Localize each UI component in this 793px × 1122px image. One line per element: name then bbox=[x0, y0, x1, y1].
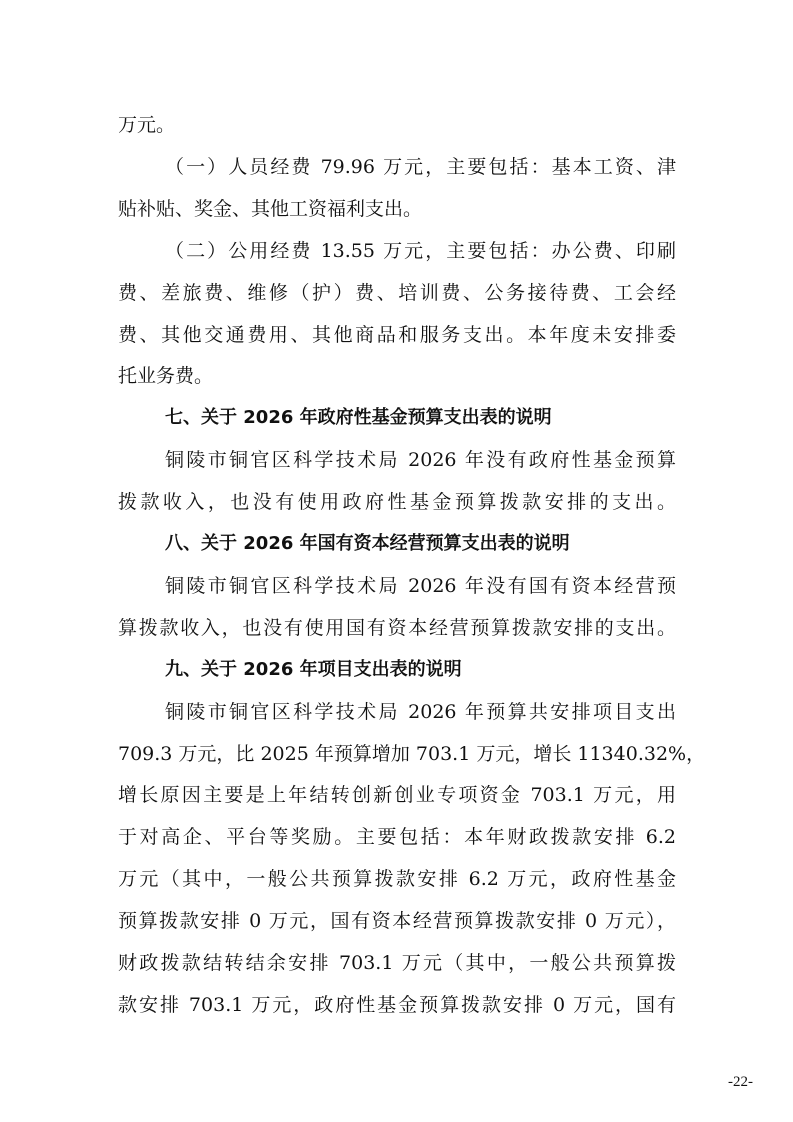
text-line: 709.3 万元，比 2025 年预算增加 703.1 万元，增长 11340.32%， bbox=[118, 742, 706, 765]
text-line: 财政拨款结转结余安排 703.1 万元（其中，一般公共预算拨 bbox=[118, 952, 676, 974]
text-line: 款安排 703.1 万元，政府性基金预算拨款安排 0 万元，国有 bbox=[118, 993, 676, 1016]
text-line: 贴补贴、奖金、其他工资福利支出。 bbox=[118, 197, 423, 220]
page-number: -22- bbox=[728, 1074, 753, 1090]
section-heading: 七、关于 2026 年政府性基金预算支出表的说明 bbox=[165, 407, 552, 429]
text-line: 拨款收入，也没有使用政府性基金预算拨款安排的支出。 bbox=[118, 491, 676, 514]
text-line: （一）人员经费 79.96 万元，主要包括：基本工资、津 bbox=[165, 155, 676, 178]
text-line: 算拨款收入，也没有使用国有资本经营预算拨款安排的支出。 bbox=[118, 616, 676, 639]
section-heading: 八、关于 2026 年国有资本经营预算支出表的说明 bbox=[165, 533, 570, 554]
text-line: 铜陵市铜官区科学技术局 2026 年没有政府性基金预算 bbox=[165, 449, 676, 472]
text-line: （二）公用经费 13.55 万元，主要包括：办公费、印刷 bbox=[165, 239, 676, 262]
text-line: 增长原因主要是上年结转创新创业专项资金 703.1 万元，用 bbox=[118, 784, 676, 807]
text-line: 托业务费。 bbox=[118, 365, 214, 388]
text-line: 预算拨款安排 0 万元，国有资本经营预算拨款安排 0 万元）， bbox=[118, 910, 676, 933]
text-line: 铜陵市铜官区科学技术局 2026 年没有国有资本经营预 bbox=[165, 574, 676, 597]
text-line: 万元（其中，一般公共预算拨款安排 6.2 万元，政府性基金 bbox=[118, 868, 676, 891]
text-line: 铜陵市铜官区科学技术局 2026 年预算共安排项目支出 bbox=[165, 700, 676, 723]
text-line: 于对高企、平台等奖励。主要包括：本年财政拨款安排 6.2 bbox=[118, 826, 676, 849]
text-line: 万元。 bbox=[118, 114, 176, 136]
section-heading: 九、关于 2026 年项目支出表的说明 bbox=[165, 658, 462, 680]
text-line: 费、其他交通费用、其他商品和服务支出。本年度未安排委 bbox=[118, 323, 676, 346]
text-line: 费、差旅费、维修（护）费、培训费、公务接待费、工会经 bbox=[118, 281, 676, 304]
